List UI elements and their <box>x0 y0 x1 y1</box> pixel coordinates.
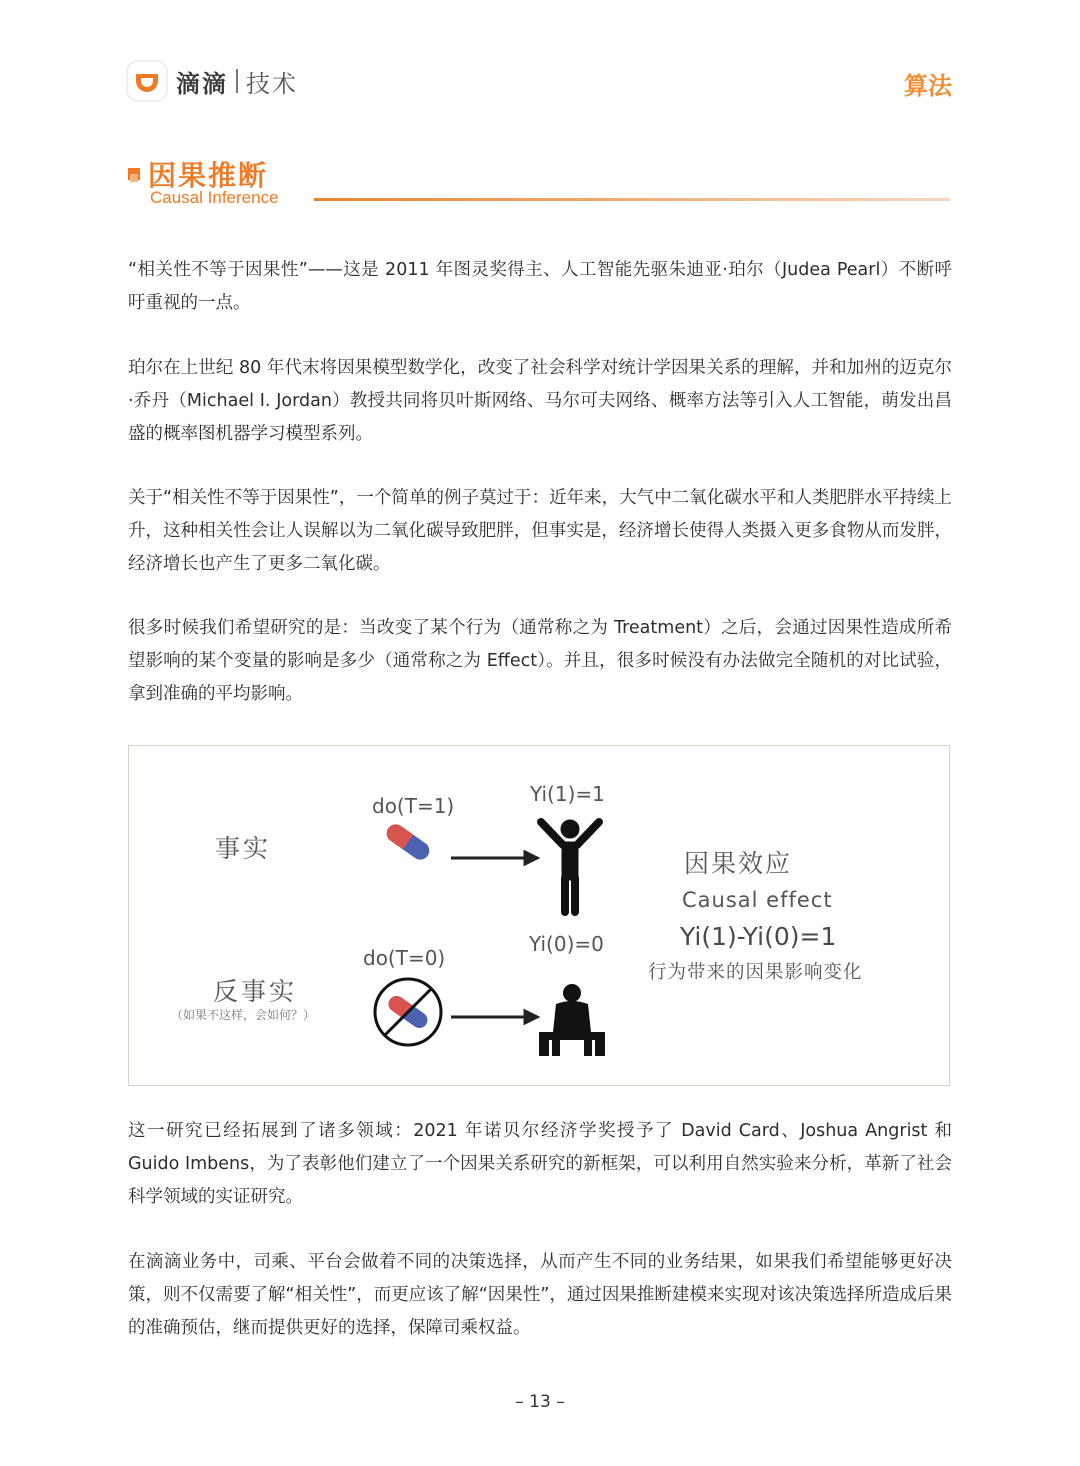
counterfactual-label: 反事实 <box>213 977 298 1006</box>
brand-name: 滴滴 <box>176 69 228 98</box>
paragraph: 很多时候我们希望研究的是：当改变了某个行为（通常称之为 Treatment）之后，会通过因果性造成所希望影响的某个变量的影响是多少（通常称之为 Effect）。并且，很多时候没有办法做完全随机的对比试验，拿到准确的平均影响。 <box>128 618 952 704</box>
counterfactual-note: （如果不这样，会如何？） <box>171 1008 316 1022</box>
arrow-icon <box>451 852 537 1023</box>
brand-subtitle: 技术 <box>246 69 298 98</box>
paragraph: 这一研究已经拓展到了诸多领域：2021 年诺贝尔经济学奖授予了 David Card、Joshua Angrist 和 Guido Imbens，为了表彰他们建立了一个因果关系研究的新框架，可以利用自然实验来分析，革新了社会科学领域的实证研究。 <box>128 1121 952 1207</box>
causal-effect-formula: Yi(1)-Yi(0)=1 <box>680 922 837 951</box>
section-bullet-icon <box>128 168 140 180</box>
crossed-pill-icon <box>375 979 441 1045</box>
outcome-control-label: Yi(0)=0 <box>529 932 604 956</box>
fact-label: 事实 <box>215 834 272 863</box>
page-number: – 13 – <box>515 1392 565 1412</box>
paragraph: 珀尔在上世纪 80 年代末将因果模型数学化，改变了社会科学对统计学因果关系的理解，并和加州的迈克尔·乔丹（Michael I. Jordan）教授共同将贝叶斯网络、马尔可夫网络、概率方法等引入人工智能，萌发出昌盛的概率图机器学习模型系列。 <box>128 358 952 444</box>
section-divider <box>314 198 950 201</box>
didi-logo <box>128 62 298 100</box>
paragraph: 关于“相关性不等于因果性”，一个简单的例子莫过于：近年来，大气中二氧化碳水平和人类肥胖水平持续上升，这种相关性会让人误解以为二氧化碳导致肥胖，但事实是，经济增长使得人类摄入更多食物从而发胖，经济增长也产生了更多二氧化碳。 <box>128 488 952 574</box>
section-title-zh: 因果推断 <box>148 159 269 192</box>
causal-effect-title: 因果效应 <box>684 849 793 878</box>
causal-effect-description: 行为带来的因果影响变化 <box>648 962 863 983</box>
treatment-label: do(T=1) <box>372 794 455 818</box>
person-sad-icon <box>539 984 605 1056</box>
paragraph: “相关性不等于因果性”——这是 2011 年图灵奖得主、人工智能先驱朱迪亚·珀尔（Judea Pearl）不断呼吁重视的一点。 <box>128 260 952 313</box>
causal-effect-subtitle: Causal effect <box>682 888 833 912</box>
pill-icon <box>383 821 433 863</box>
section-tag: 算法 <box>904 72 952 100</box>
section-title-en: Causal Inference <box>150 188 279 207</box>
brand-divider <box>236 69 238 93</box>
causal-effect-figure <box>128 745 950 1086</box>
paragraph: 在滴滴业务中，司乘、平台会做着不同的决策选择，从而产生不同的业务结果，如果我们希望能够更好决策，则不仅需要了解“相关性”，而更应该了解“因果性”，通过因果推断建模来实现对该决策选择所造成后果的准确预估，继而提供更好的选择，保障司乘权益。 <box>128 1252 952 1338</box>
outcome-treated-label: Yi(1)=1 <box>530 782 605 806</box>
control-label: do(T=0) <box>363 946 446 970</box>
person-cheering-icon <box>541 820 599 912</box>
didi-logo-icon <box>128 62 166 100</box>
